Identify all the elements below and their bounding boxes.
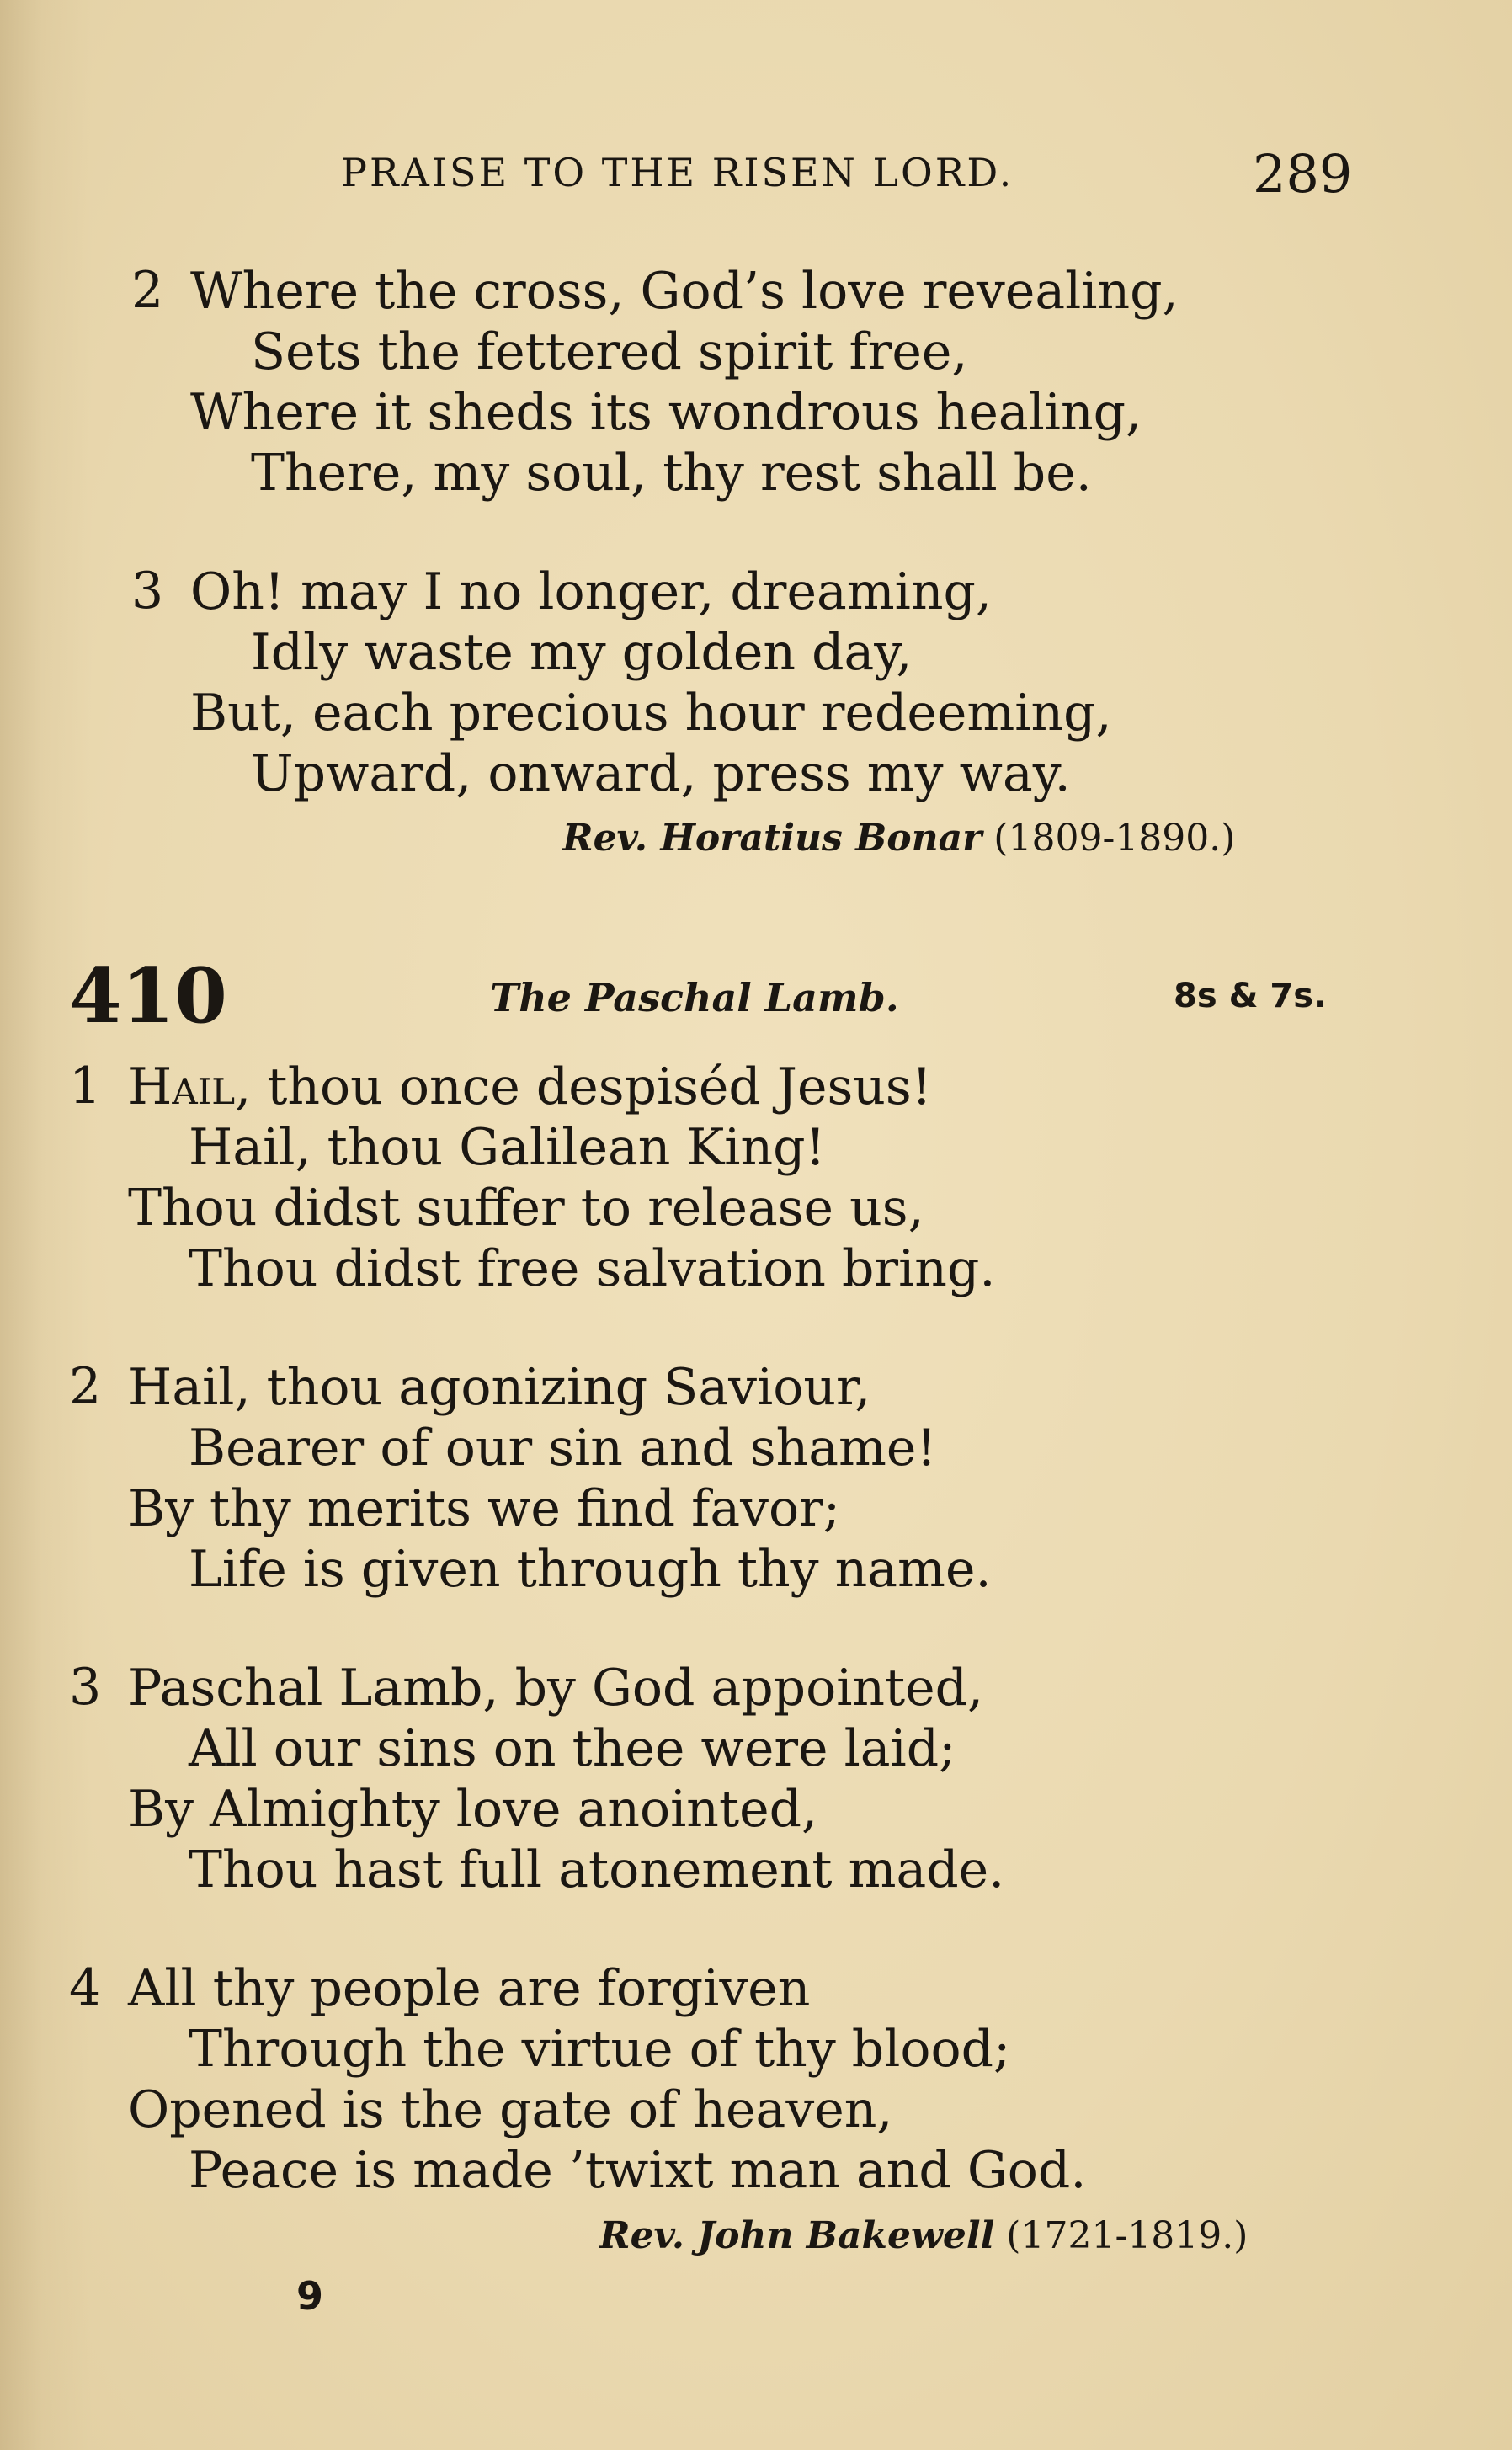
author-dates: (1721-1819.) (1006, 2214, 1248, 2257)
page-header (0, 143, 1512, 205)
verse-line: Peace is made ’twixt man and God. (189, 2141, 1087, 2200)
verse-line: By thy merits we find favor; (128, 1479, 841, 1538)
stanza-number: 3 (69, 1658, 102, 1717)
verse-line: Thou didst suffer to release us, (128, 1179, 924, 1238)
page-number: 289 (1253, 143, 1353, 205)
stanza-number: 4 (69, 1958, 102, 2017)
verse-line: Paschal Lamb, by God appointed, (128, 1659, 984, 1718)
stanza (128, 1958, 1087, 2201)
signature-mark: 9 (296, 2273, 324, 2319)
verse-line: Thou didst free salvation bring. (189, 1239, 996, 1298)
author-attribution (599, 2214, 1248, 2257)
verse-line (128, 1057, 934, 1117)
verse-line: Life is given through thy name. (189, 1540, 992, 1599)
running-title: PRAISE TO THE RISEN LORD. (341, 150, 1014, 195)
stanza-number: 1 (69, 1057, 102, 1116)
verse-line: Where the cross, God’s love revealing, (190, 262, 1179, 321)
stanza-number: 3 (131, 562, 164, 620)
verse-line: Where it sheds its wondrous healing, (190, 383, 1142, 442)
verse-line-rest: , thou once despiséd Jesus! (235, 1057, 932, 1116)
verse-line: All our sins on thee were laid; (189, 1719, 956, 1778)
verse-line: There, my soul, thy rest shall be. (251, 444, 1092, 503)
stanza (190, 562, 1112, 804)
verse-line: Hail, thou Galilean King! (189, 1118, 826, 1177)
stanza (128, 1658, 1005, 1900)
author-attribution (562, 817, 1235, 860)
verse-line: But, each precious hour redeeming, (190, 684, 1112, 743)
verse-line: Oh! may I no longer, dreaming, (190, 562, 992, 621)
verse-line: Bearer of our sin and shame! (189, 1419, 937, 1478)
verse-line: Through the virtue of thy blood; (189, 2020, 1011, 2079)
verse-line: By Almighty love anointed, (128, 1780, 818, 1839)
verse-line: Opened is the gate of heaven, (128, 2080, 893, 2139)
verse-line: All thy people are forgiven (128, 1959, 811, 2018)
hymn-title: The Paschal Lamb. (490, 975, 899, 1020)
verse-line: Hail, thou agonizing Saviour, (128, 1358, 871, 1417)
stanza (190, 261, 1179, 503)
verse-line: Thou hast full atonement made. (189, 1840, 1005, 1899)
stanza (128, 1057, 996, 1299)
hymn-number: 410 (69, 951, 227, 1041)
author-name: Rev. John Bakewell (599, 2214, 995, 2257)
stanza-number: 2 (131, 261, 164, 320)
verse-line: Sets the fettered spirit free, (251, 322, 968, 381)
first-word: Hail (128, 1057, 236, 1116)
verse-line: Upward, onward, press my way. (251, 744, 1071, 803)
hymn-meter: 8s & 7s. (1174, 977, 1327, 1015)
author-dates: (1809-1890.) (993, 817, 1236, 860)
verse-line: Idly waste my golden day, (251, 623, 913, 682)
stanza-number: 2 (69, 1357, 102, 1416)
hymn-heading (0, 951, 1512, 1041)
author-name: Rev. Horatius Bonar (562, 817, 982, 860)
stanza (128, 1357, 992, 1600)
